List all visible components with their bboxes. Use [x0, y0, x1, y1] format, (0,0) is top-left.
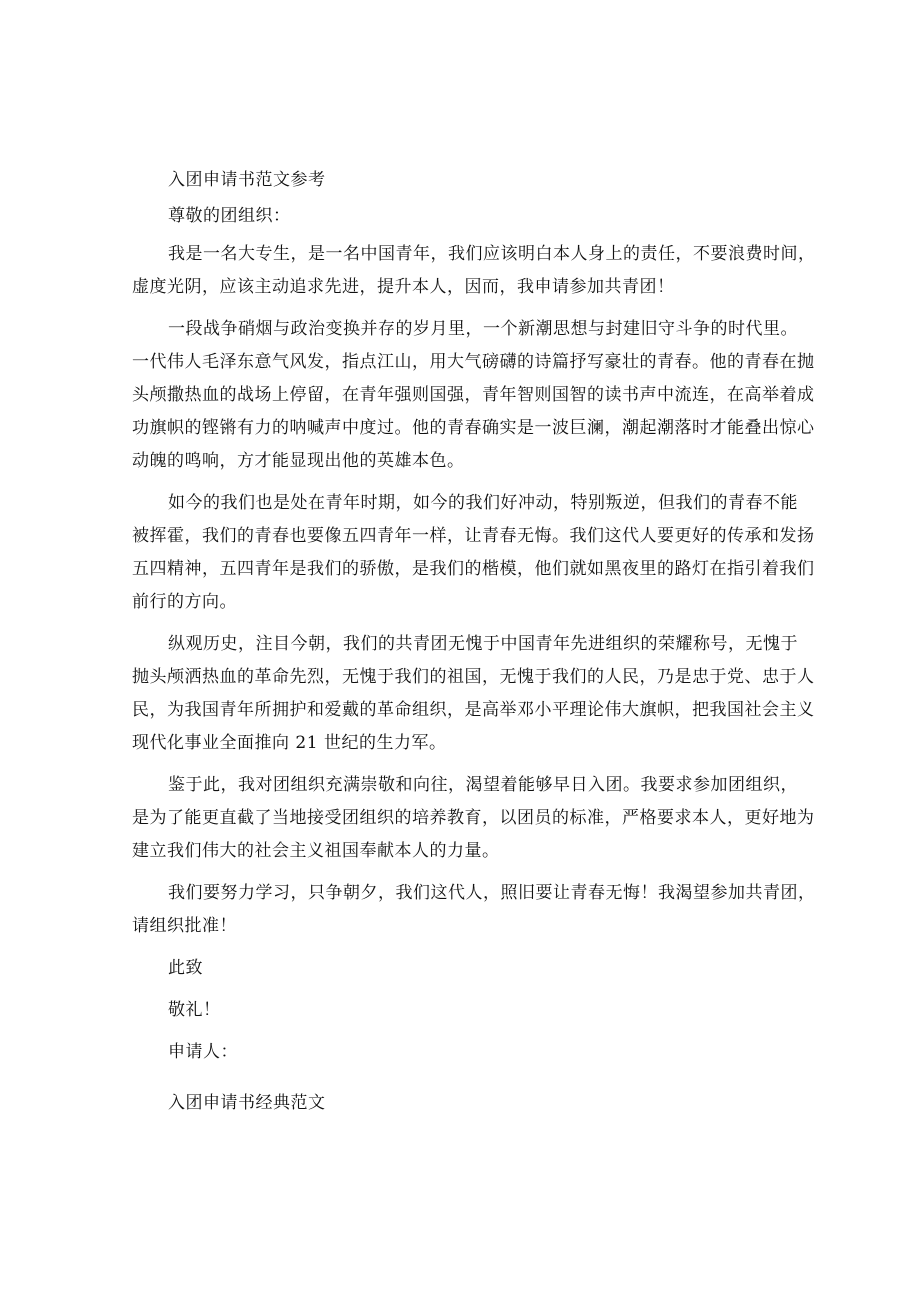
paragraph-4	[132, 628, 815, 760]
paragraph-5	[132, 769, 815, 868]
paragraph-line: 一段战争硝烟与政治变换并存的岁月里，一个新潮思想与封建旧守斗争的时代里。	[168, 319, 798, 339]
paragraph-line: 现代化事业全面推向 21 世纪的生力军。	[132, 733, 447, 753]
paragraph-line: 一代伟人毛泽东意气风发，指点江山，用大气磅礴的诗篇抒写豪壮的青春。他的青春在抛	[132, 352, 815, 372]
paragraph-line: 抛头颅洒热血的革命先烈，无愧于我们的祖国，无愧于我们的人民，乃是忠于党、忠于人	[132, 667, 815, 687]
paragraph-line: 如今的我们也是处在青年时期，如今的我们好冲动，特别叛逆，但我们的青春不能	[168, 493, 798, 513]
paragraph-line: 头颅撒热血的战场上停留，在青年强则国强，青年智则国智的读书声中流连，在高举着成	[132, 385, 815, 405]
paragraph-3	[132, 487, 815, 619]
paragraph-line: 我是一名大专生，是一名中国青年，我们应该明白本人身上的责任，不要浪费时间，	[168, 244, 816, 264]
paragraph-2	[132, 313, 815, 478]
closing-cizhi: 此致	[168, 958, 203, 978]
paragraph-line: 虚度光阴，应该主动追求先进，提升本人，因而，我申请参加共青团！	[132, 277, 675, 297]
paragraph-1	[132, 238, 816, 304]
paragraph-line: 前行的方向。	[132, 592, 237, 612]
paragraph-line: 功旗帜的铿锵有力的呐喊声中度过。他的青春确实是一波巨澜，潮起潮落时才能叠出惊心	[132, 418, 815, 438]
paragraph-line: 五四精神，五四青年是我们的骄傲，是我们的楷模，他们就如黑夜里的路灯在指引着我们	[132, 559, 815, 579]
paragraph-6	[132, 877, 816, 943]
paragraph-line: 我们要努力学习，只争朝夕，我们这代人，照旧要让青春无悔！我渴望参加共青团，	[168, 883, 816, 903]
paragraph-line: 纵观历史，注目今朝，我们的共青团无愧于中国青年先进组织的荣耀称号，无愧于	[168, 634, 798, 654]
closing-jingli: 敬礼！	[168, 1000, 221, 1020]
paragraph-line: 被挥霍，我们的青春也要像五四青年一样，让青春无悔。我们这代人要更好的传承和发扬	[132, 526, 815, 546]
paragraph-line: 动魄的鸣响，方才能显现出他的英雄本色。	[132, 451, 465, 471]
applicant-label: 申请人：	[168, 1042, 238, 1062]
paragraph-line: 是为了能更直截了当地接受团组织的培养教育，以团员的标准，严格要求本人，更好地为	[132, 808, 815, 828]
paragraph-line: 建立我们伟大的社会主义祖国奉献本人的力量。	[132, 841, 500, 861]
paragraph-line: 鉴于此，我对团组织充满崇敬和向往，渴望着能够早日入团。我要求参加团组织，	[168, 775, 798, 795]
paragraph-line: 请组织批准！	[132, 916, 237, 936]
salutation: 尊敬的团组织：	[168, 206, 291, 226]
paragraph-line: 民，为我国青年所拥护和爱戴的革命组织，是高举邓小平理论伟大旗帜，把我国社会主义	[132, 700, 815, 720]
document-body	[132, 164, 816, 1120]
document-title: 入团申请书范文参考	[168, 170, 326, 190]
next-document-title: 入团申请书经典范文	[168, 1093, 326, 1113]
